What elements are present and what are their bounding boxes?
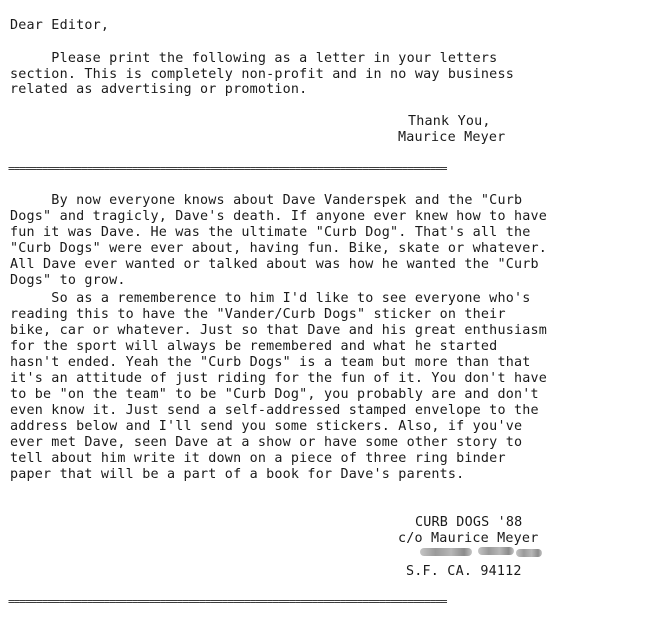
body-line: even know it. Just send a self-addressed stamped envelope to the <box>10 403 539 418</box>
address-care-of: c/o Maurice Meyer <box>398 531 539 546</box>
salutation: Dear Editor, <box>10 18 110 33</box>
divider-top: ============================================================================== <box>8 162 447 175</box>
signature: Maurice Meyer <box>398 130 506 145</box>
body-line: address below and I'll send you some stickers. Also, if you've <box>10 419 523 434</box>
body-line: to be "on the team" to be "Curb Dog", you probably are and don't <box>10 387 539 402</box>
closing: Thank You, <box>408 114 491 129</box>
body-line: bike, car or whatever. Just so that Dave and his great enthusiasm <box>10 323 548 338</box>
request-line: related as advertising or promotion. <box>10 82 308 97</box>
body-line: Dogs" and tragicly, Dave's death. If anyone ever knew how to have <box>10 209 548 224</box>
body-line: By now everyone knows about Dave Vanderspek and the "Curb <box>10 193 523 208</box>
redacted-street-address <box>416 547 544 557</box>
body-line: Dogs" to grow. <box>10 273 126 288</box>
body-line: fun it was Dave. He was the ultimate "Curb Dog". That's all the <box>10 225 531 240</box>
divider-bottom: ============================================================================== <box>8 595 447 608</box>
body-line: paper that will be a part of a book for Dave's parents. <box>10 467 465 482</box>
request-line: Please print the following as a letter in your letters <box>10 51 498 66</box>
body-line: it's an attitude of just riding for the fun of it. You don't have <box>10 371 548 386</box>
request-line: section. This is completely non-profit and in no way business <box>10 67 514 82</box>
body-line: reading this to have the "Vander/Curb Dogs" sticker on their <box>10 307 506 322</box>
body-line: ever met Dave, seen Dave at a show or have some other story to <box>10 435 523 450</box>
body-line: "Curb Dogs" were ever about, having fun. Bike, skate or whatever. <box>10 241 548 256</box>
body-line: All Dave ever wanted or talked about was how he wanted the "Curb <box>10 257 539 272</box>
body-line: for the sport will always be remembered and what he started <box>10 339 498 354</box>
body-line: tell about him write it down on a piece of three ring binder <box>10 451 506 466</box>
address-org: CURB DOGS '88 <box>415 515 523 530</box>
body-line: So as a rememberence to him I'd like to see everyone who's <box>10 291 531 306</box>
body-line: hasn't ended. Yeah the "Curb Dogs" is a team but more than that <box>10 355 531 370</box>
address-city: S.F. CA. 94112 <box>406 564 522 579</box>
